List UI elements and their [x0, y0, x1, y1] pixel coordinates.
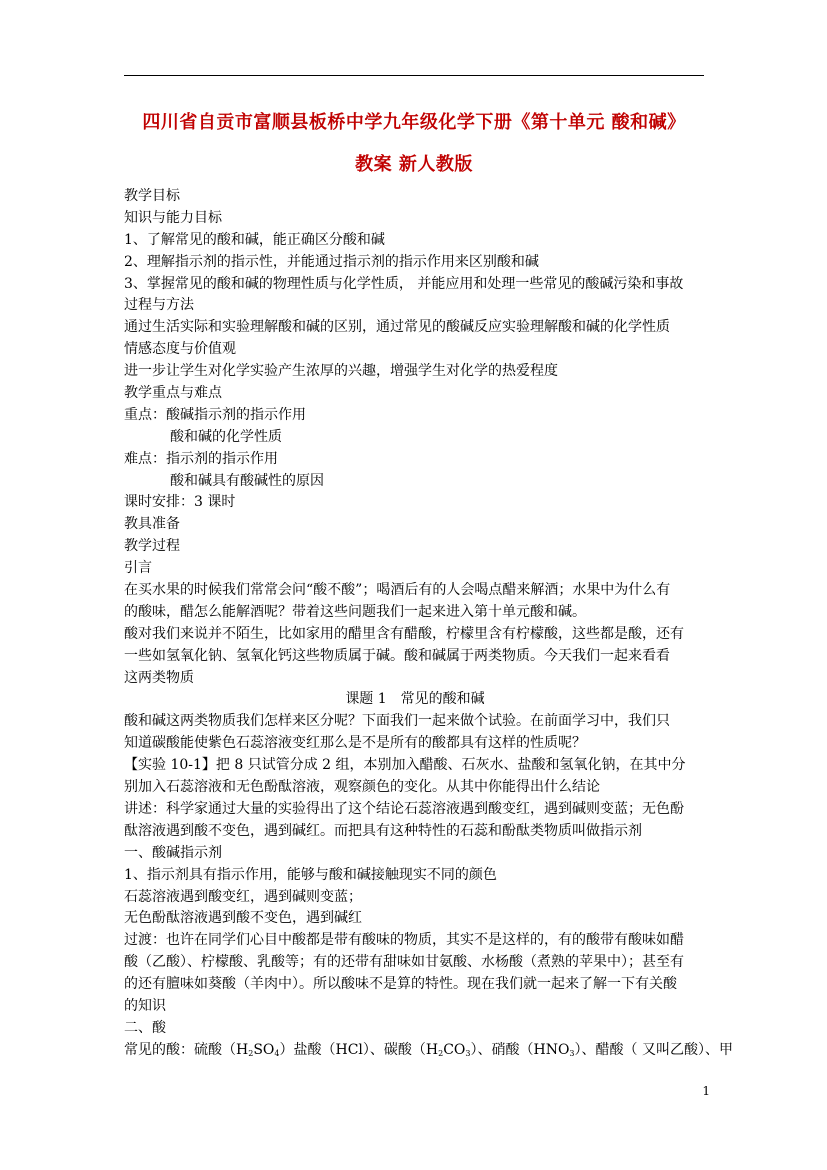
- body-line: 3、掌握常见的酸和碱的物理性质与化学性质， 并能应用和处理一些常见的酸碱污染和事故: [124, 275, 684, 292]
- body-line: 【实验 10-1】把 8 只试管分成 2 组，本别加入醋酸、石灰水、盐酸和氢氧化钠，在其中分: [124, 757, 686, 774]
- document-body: [124, 186, 733, 1062]
- body-line: 1、指示剂具有指示作用，能够与酸和碱接触现实不同的颜色: [124, 866, 497, 883]
- section-heading: 一、酸碱指示剂: [124, 844, 222, 861]
- subscript: 2: [248, 1048, 254, 1058]
- body-line: 进一步让学生对化学实验产生浓厚的兴趣，增强学生对化学的热爱程度: [124, 363, 558, 380]
- section-heading: 教学过程: [124, 538, 180, 555]
- body-line: 讲述：科学家通过大量的实验得出了这个结论石蕊溶液遇到酸变红，遇到碱则变蓝；无色酚: [124, 800, 684, 817]
- body-line: 在买水果的时候我们常常会问“酸不酸”；喝酒后有的人会喝点醋来解酒；水果中为什么有: [124, 582, 671, 599]
- body-line: 无色酚酞溶液遇到酸不变色，遇到碱红: [124, 910, 362, 927]
- header-rule: [124, 75, 704, 76]
- subscript: 2: [438, 1048, 444, 1058]
- body-line: 难点：指示剂的指示作用: [124, 450, 278, 467]
- body-line: 别加入石蕊溶液和无色酚酞溶液，观察颜色的变化。从其中你能得出什么结论: [124, 779, 600, 796]
- section-heading: 教学目标: [124, 188, 180, 204]
- body-line: 一些如氢氧化钠、氢氧化钙这些物质属于碱。酸和碱属于两类物质。今天我们一起来看看: [124, 647, 670, 664]
- body-line: 酸和碱具有酸碱性的原因: [170, 472, 324, 489]
- body-line: 酸（乙酸）、柠檬酸、乳酸等；有的还带有甜味如甘氨酸、水杨酸（煮熟的苹果中）；甚至有: [124, 954, 684, 971]
- document-title-line-1: 四川省自贡市富顺县板桥中学九年级化学下册《第十单元 酸和碱》: [142, 112, 686, 133]
- page-number: 1: [702, 1084, 710, 1098]
- body-line: 知道碳酸能使紫色石蕊溶液变红那么是不是所有的酸都具有这样的性质呢？: [124, 735, 586, 752]
- body-line: 酸对我们来说并不陌生，比如家用的醋里含有醋酸，柠檬里含有柠檬酸，这些都是酸，还有: [124, 625, 684, 642]
- sub-heading: 引言: [124, 560, 152, 577]
- body-line: 这两类物质: [124, 669, 194, 686]
- body-line: 通过生活实际和实验理解酸和碱的区别，通过常见的酸碱反应实验理解酸和碱的化学性质: [124, 319, 670, 336]
- body-line: 的酸味，醋怎么能解酒呢？带着这些问题我们一起来进入第十单元酸和碱。: [124, 603, 586, 620]
- document-title-line-2: 教案 新人教版: [355, 154, 473, 175]
- body-line: 重点：酸碱指示剂的指示作用: [124, 406, 306, 423]
- formula-text: ）、硝酸（HNO: [470, 1041, 570, 1058]
- body-line: 酞溶液遇到酸不变色，遇到碱红。而把具有这种特性的石蕊和酚酞类物质叫做指示剂: [124, 822, 642, 839]
- body-line: 2、理解指示剂的指示性，并能通过指示剂的指示作用来区别酸和碱: [124, 253, 539, 270]
- sub-heading: 知识与能力目标: [124, 209, 222, 226]
- body-line: 酸和碱这两类物质我们怎样来区分呢？下面我们一起来做个试验。在前面学习中，我们只: [124, 713, 670, 730]
- subscript: 3: [569, 1048, 575, 1058]
- body-line: 过渡：也许在同学们心目中酸都是带有酸味的物质，其实不是这样的，有的酸带有酸味如醋: [124, 932, 684, 949]
- formula-text: 常见的酸：硫酸（H: [124, 1041, 249, 1058]
- subscript: 4: [274, 1048, 280, 1058]
- formula-text: ）、醋酸（ 又叫乙酸）、甲: [574, 1041, 733, 1058]
- section-heading: 教具准备: [124, 516, 180, 533]
- body-line: 课时安排：3 课时: [124, 494, 236, 511]
- lesson-title: 课题 1 常见的酸和碱: [345, 691, 485, 708]
- formula-text: CO: [443, 1041, 466, 1058]
- body-line: 石蕊溶液遇到酸变红，遇到碱则变蓝；: [124, 888, 362, 905]
- sub-heading: 情感态度与价值观: [124, 341, 236, 358]
- body-line: 的还有膻味如葵酸（羊肉中）。所以酸味不是算的特性。现在我们就一起来了解一下有关酸: [124, 976, 677, 993]
- formula-text: ）盐酸（HCl）、碳酸（H: [279, 1041, 439, 1058]
- section-heading: 教学重点与难点: [124, 385, 222, 402]
- body-line: 酸和碱的化学性质: [170, 428, 282, 445]
- sub-heading: 过程与方法: [124, 297, 194, 314]
- body-line: 1、了解常见的酸和碱，能正确区分酸和碱: [124, 231, 385, 248]
- subscript: 3: [465, 1048, 471, 1058]
- section-heading: 二、酸: [124, 1019, 166, 1036]
- body-line: 的知识: [124, 997, 166, 1014]
- body-line-formulas: [124, 1040, 733, 1062]
- formula-text: SO: [253, 1041, 275, 1058]
